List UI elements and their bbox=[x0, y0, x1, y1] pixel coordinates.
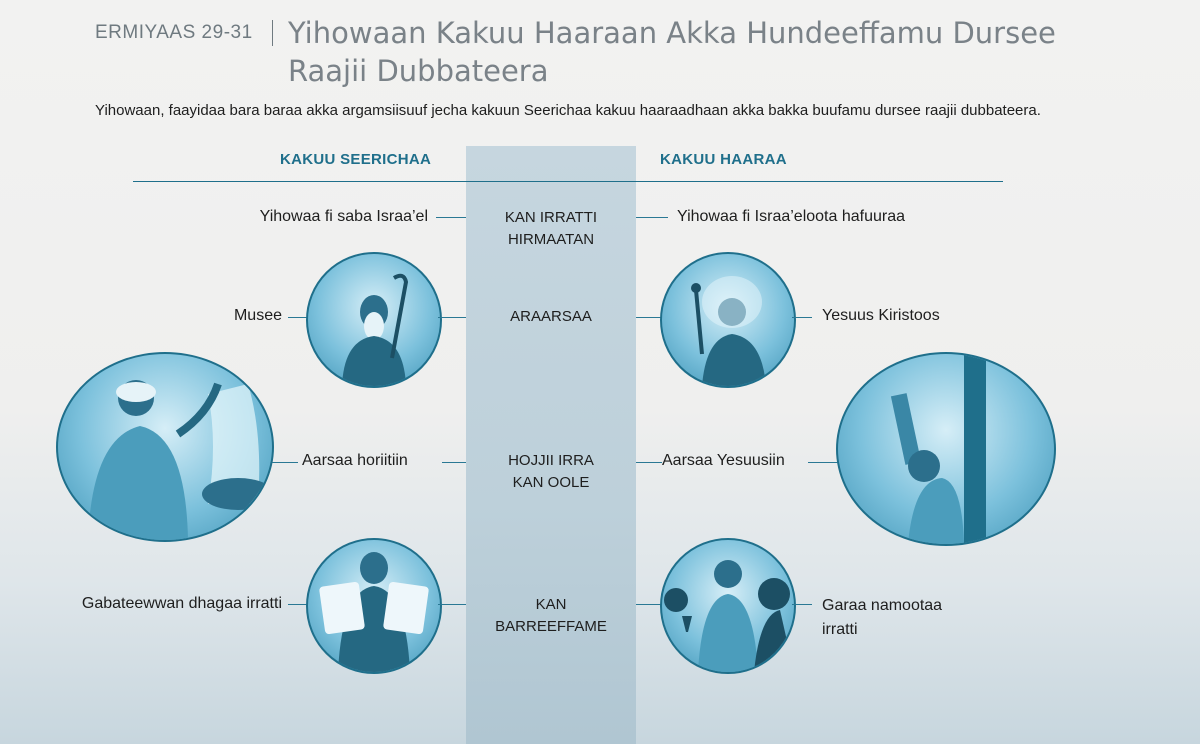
connector bbox=[792, 317, 812, 318]
connector bbox=[288, 317, 308, 318]
moses-illustration bbox=[306, 252, 442, 388]
scripture-reference: ERMIYAAS 29-31 bbox=[95, 22, 253, 43]
connector bbox=[792, 604, 812, 605]
center-line: HOJJII IRRA bbox=[508, 452, 594, 469]
title-line-2: Raajii Dubbateera bbox=[288, 54, 549, 88]
center-line: KAN IRRATTI bbox=[504, 209, 598, 226]
left-label-written: Gabateewwan dhagaa irratti bbox=[81, 595, 282, 612]
animal-sacrifice-illustration bbox=[56, 352, 274, 542]
intro-text: Yihowaan, faayidaa bara baraa akka argamsiisuuf jecha kakuun Seerichaa kakuu haaraadhaan akka bakka buufamu dursee raajii dubbateera. bbox=[95, 102, 1041, 119]
header-divider bbox=[272, 20, 273, 46]
center-label-participants bbox=[466, 207, 636, 251]
center-line: KAN bbox=[535, 596, 567, 613]
center-label-written bbox=[466, 594, 636, 638]
right-label-mediator: Yesuus Kiristoos bbox=[822, 307, 940, 324]
jesus-mediator-illustration bbox=[660, 252, 796, 388]
connector bbox=[436, 217, 466, 218]
connector bbox=[636, 462, 662, 463]
title-line-1: Yihowaan Kakuu Haaraan Akka Hundeeffamu Dursee bbox=[288, 16, 1056, 50]
connector bbox=[438, 604, 466, 605]
right-label-participants: Yihowaa fi Israa’eloota hafuuraa bbox=[677, 208, 905, 225]
right-line: Garaa namootaa bbox=[822, 597, 943, 614]
center-line: ARAARSAA bbox=[510, 308, 592, 325]
right-label-validation: Aarsaa Yesuusiin bbox=[662, 452, 785, 469]
connector bbox=[636, 317, 662, 318]
left-label-mediator: Musee bbox=[233, 307, 282, 324]
header-rule bbox=[133, 181, 1003, 182]
left-label-validation: Aarsaa horiitiin bbox=[302, 452, 408, 469]
connector bbox=[272, 462, 298, 463]
connector bbox=[808, 462, 838, 463]
center-label-validation bbox=[466, 450, 636, 494]
center-line: KAN OOLE bbox=[512, 474, 590, 491]
page-title bbox=[288, 14, 1056, 90]
center-line: BARREEFFAME bbox=[495, 618, 607, 635]
jesus-sacrifice-illustration bbox=[836, 352, 1056, 546]
left-label-participants: Yihowaa fi saba Israa’el bbox=[259, 208, 428, 225]
stone-tablets-illustration bbox=[306, 538, 442, 674]
connector bbox=[442, 462, 466, 463]
right-line: irratti bbox=[822, 621, 858, 638]
right-label-written bbox=[822, 594, 942, 642]
column-head-new-covenant: KAKUU HAARAA bbox=[660, 151, 787, 168]
center-label-mediator bbox=[466, 306, 636, 328]
disciples-illustration bbox=[660, 538, 796, 674]
center-line: HIRMAATAN bbox=[507, 231, 595, 248]
connector bbox=[636, 604, 662, 605]
connector bbox=[636, 217, 668, 218]
connector bbox=[288, 604, 308, 605]
connector bbox=[438, 317, 466, 318]
column-head-old-covenant: KAKUU SEERICHAA bbox=[280, 151, 432, 168]
